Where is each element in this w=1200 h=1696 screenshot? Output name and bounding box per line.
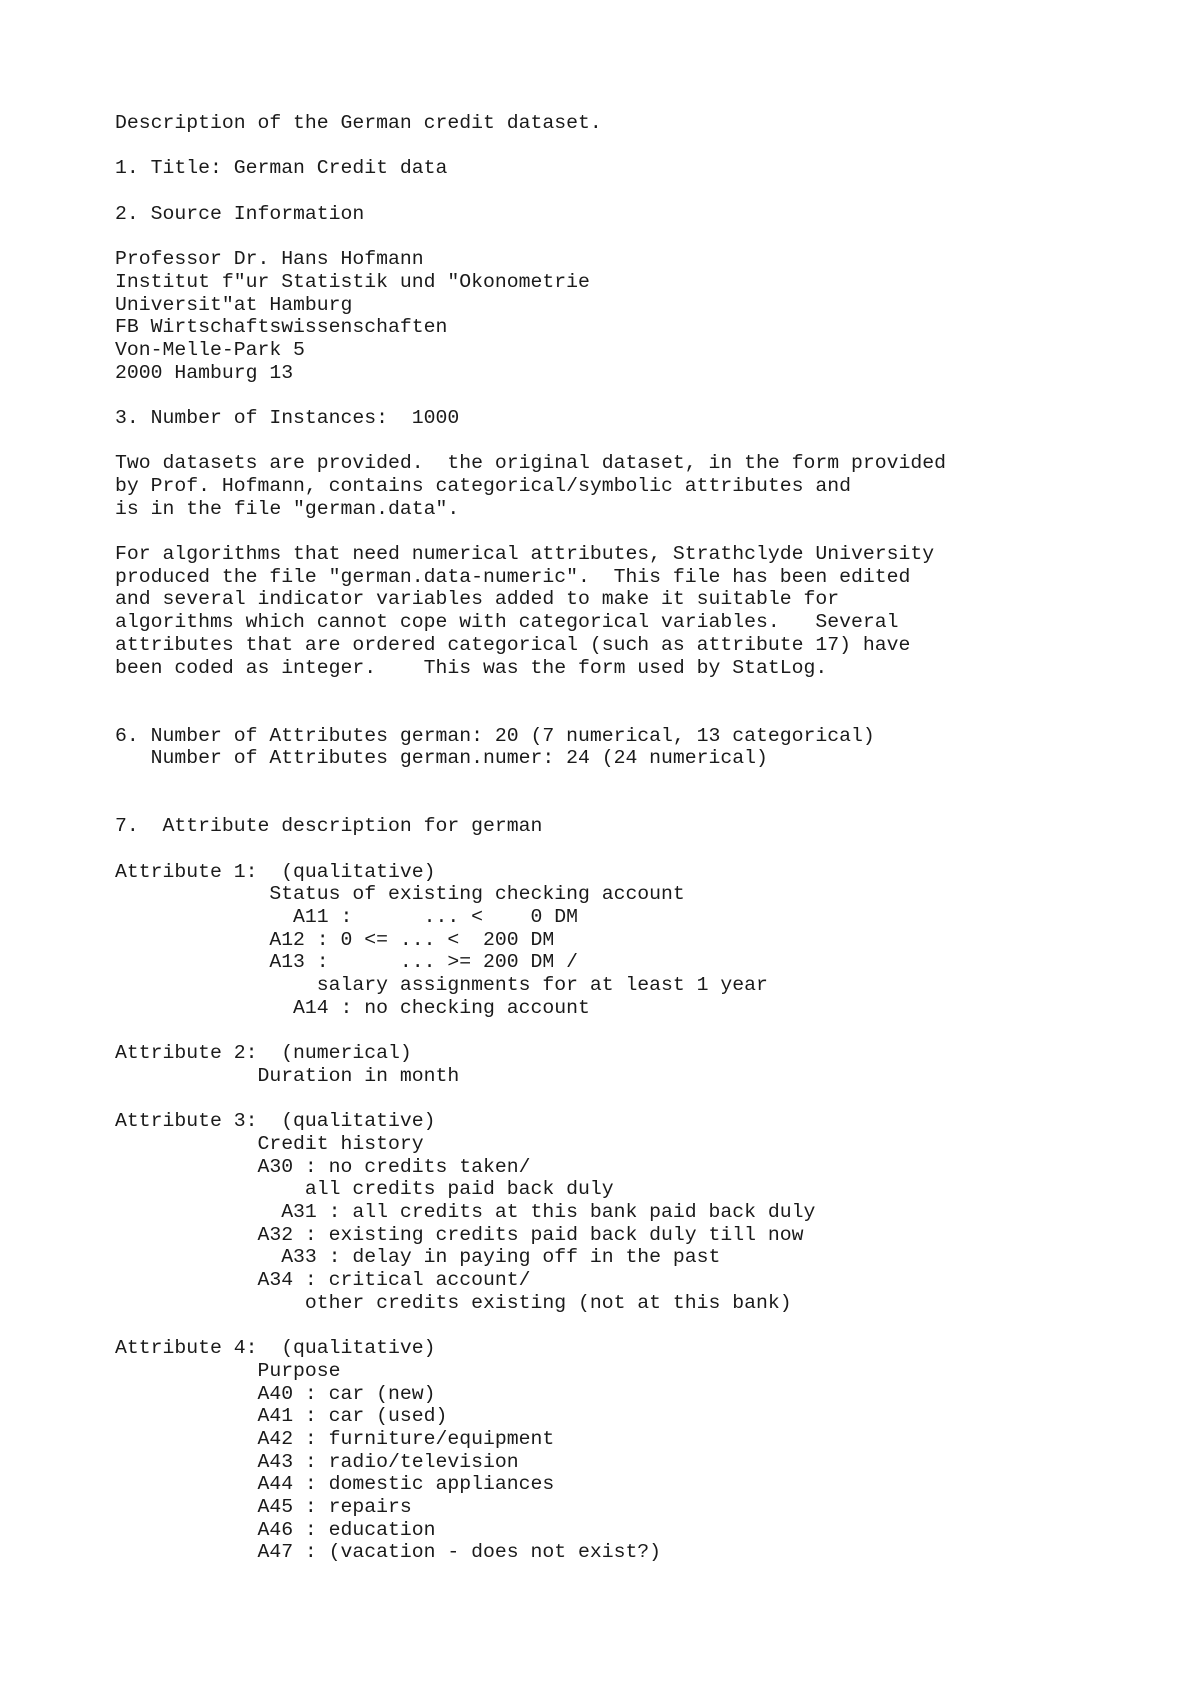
text-line: A13 : ... >= 200 DM / bbox=[115, 951, 578, 974]
text-line: 2. Source Information bbox=[115, 202, 365, 225]
blank-line bbox=[115, 135, 946, 158]
text-line: Purpose bbox=[115, 1359, 341, 1382]
text-line: is in the file "german.data". bbox=[115, 497, 460, 520]
text-line: Professor Dr. Hans Hofmann bbox=[115, 248, 424, 271]
blank-line bbox=[115, 1088, 946, 1111]
text-line: 2000 Hamburg 13 bbox=[115, 361, 294, 384]
text-line: Von-Melle-Park 5 bbox=[115, 338, 305, 361]
blank-line bbox=[115, 225, 946, 248]
text-line: and several indicator variables added to make it suitable for bbox=[115, 588, 840, 611]
text-line: Number of Attributes german.numer: 24 (24 numerical) bbox=[115, 747, 768, 770]
text-line: A30 : no credits taken/ bbox=[115, 1155, 531, 1178]
text-line: A45 : repairs bbox=[115, 1495, 412, 1518]
blank-line bbox=[115, 430, 946, 453]
text-line: A43 : radio/television bbox=[115, 1450, 519, 1473]
text-line: all credits paid back duly bbox=[115, 1178, 614, 1201]
text-line: A12 : 0 <= ... < 200 DM bbox=[115, 928, 555, 951]
text-line: Universit"at Hamburg bbox=[115, 293, 353, 316]
text-line: other credits existing (not at this bank) bbox=[115, 1291, 792, 1314]
text-line: been coded as integer. This was the form used by StatLog. bbox=[115, 656, 828, 679]
text-line: algorithms which cannot cope with categorical variables. Several bbox=[115, 611, 899, 634]
blank-line bbox=[115, 520, 946, 543]
text-line: Two datasets are provided. the original dataset, in the form provided bbox=[115, 452, 946, 475]
text-line: Institut f"ur Statistik und "Okonometrie bbox=[115, 270, 590, 293]
text-line: Attribute 3: (qualitative) bbox=[115, 1110, 436, 1133]
text-line: Attribute 4: (qualitative) bbox=[115, 1337, 436, 1360]
text-line: 1. Title: German Credit data bbox=[115, 157, 448, 180]
blank-line bbox=[115, 679, 946, 702]
text-line: Duration in month bbox=[115, 1064, 460, 1087]
text-line: FB Wirtschaftswissenschaften bbox=[115, 316, 448, 339]
text-line: A33 : delay in paying off in the past bbox=[115, 1246, 721, 1269]
text-line: Attribute 2: (numerical) bbox=[115, 1042, 412, 1065]
text-line: A41 : car (used) bbox=[115, 1405, 448, 1428]
blank-line bbox=[115, 793, 946, 816]
text-line: A11 : ... < 0 DM bbox=[115, 906, 578, 929]
text-line: A31 : all credits at this bank paid back duly bbox=[115, 1201, 816, 1223]
text-line: A34 : critical account/ bbox=[115, 1269, 531, 1292]
text-line: Status of existing checking account bbox=[115, 883, 685, 906]
text-line: Attribute 1: (qualitative) bbox=[115, 860, 436, 883]
text-line: A44 : domestic appliances bbox=[115, 1473, 555, 1496]
document-text bbox=[115, 112, 946, 1564]
text-line: attributes that are ordered categorical (such as attribute 17) have bbox=[115, 633, 911, 656]
blank-line bbox=[115, 838, 946, 861]
blank-line bbox=[115, 770, 946, 793]
blank-line bbox=[115, 1314, 946, 1337]
text-line: salary assignments for at least 1 year bbox=[115, 974, 768, 997]
text-line: A40 : car (new) bbox=[115, 1382, 436, 1405]
text-line: A47 : (vacation - does not exist?) bbox=[115, 1541, 662, 1564]
text-line: A14 : no checking account bbox=[115, 996, 590, 1019]
text-line: 6. Number of Attributes german: 20 (7 numerical, 13 categorical) bbox=[115, 724, 875, 747]
text-line: by Prof. Hofmann, contains categorical/symbolic attributes and bbox=[115, 475, 851, 497]
text-line: A42 : furniture/equipment bbox=[115, 1427, 555, 1450]
blank-line bbox=[115, 1020, 946, 1043]
text-line: produced the file "german.data-numeric". This file has been edited bbox=[115, 565, 911, 588]
text-line: For algorithms that need numerical attributes, Strathclyde University bbox=[115, 543, 935, 566]
blank-line bbox=[115, 180, 946, 203]
text-line: 7. Attribute description for german bbox=[115, 815, 543, 838]
blank-line bbox=[115, 384, 946, 407]
text-line: A46 : education bbox=[115, 1518, 436, 1541]
text-line: A32 : existing credits paid back duly till now bbox=[115, 1223, 804, 1246]
blank-line bbox=[115, 702, 946, 725]
text-line: Description of the German credit dataset. bbox=[115, 112, 602, 134]
text-line: Credit history bbox=[115, 1132, 424, 1155]
text-line: 3. Number of Instances: 1000 bbox=[115, 406, 460, 429]
